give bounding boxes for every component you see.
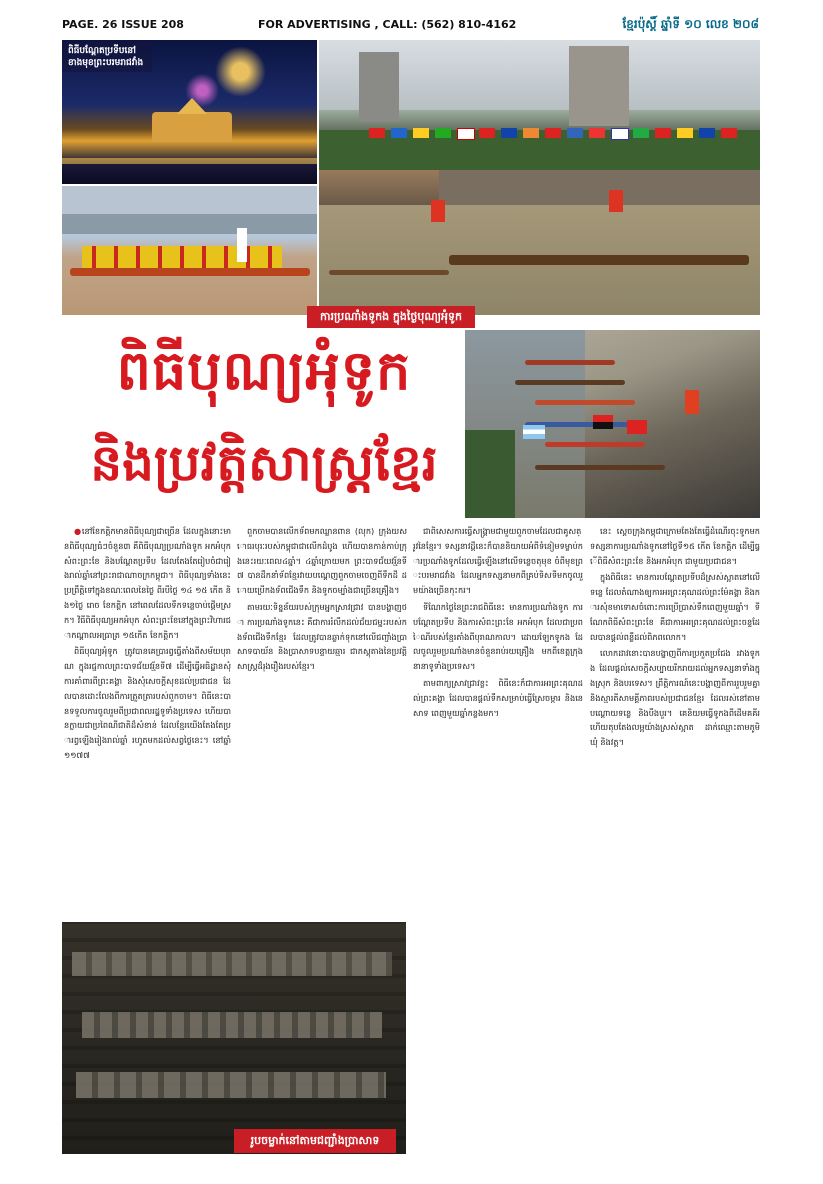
advertising-line: FOR ADVERTISING , CALL: (562) 810-4162 <box>258 18 517 31</box>
article-paragraph: ពិធីបុណ្យអុំទូក ត្រូវបានគេប្រារព្ធធ្វើតាំងពីសម័យបុរាណ ក្នុងរជ្ជកាលព្រះបាទជ័យវរ្ម័នទី៧ ដើម្បីធ្វើអធិដ្ឋានសុំការគាំពារពីព្រះគង្គា និងសុំសេចក្តីសុខដល់ប្រជាជន ដែលបានដោះលែងពីការត្រួតត្រារបស់ពួកចាម។ ពិធីនេះបានទទួលការចូលរួមពីប្រជាពលរដ្ឋទូទាំងប្រទេស ហើយបានក្លាយជាប្រពៃណីជាតិដ៏សំខាន់ ដែលខ្មែរយើងតែងតែប្រារព្ធឡើងរៀងរាល់ឆ្នាំ រហូតមកដល់សព្វថ្ងៃនេះ។ នៅឆ្នាំ ១១៧៧ <box>64 646 231 760</box>
article-paragraph: ពួកចាមបានលើកទ័ពមកឈ្លានពាន (លុក) ក្រុងយសោធរបុរៈរបស់កម្ពុជាជាលើកដំបូង ហើយបានកាន់កាប់ក្រុងនេះរយៈពេល៤ឆ្នាំ។ ៤ឆ្នាំក្រោយមក ព្រះបាទជ័យវរ្ម័នទី៧ បានដឹកនាំទ័ពខ្មែរវាយបណ្តេញពួកចាមចេញពីទឹកដី ដោយប្រើកងទ័ពជើងទឹក និងទូកចម្បាំងជាច្រើនគ្រឿង។ <box>237 526 407 596</box>
article-paragraph: ទីណែកថ្ងៃនៃព្រះរាជពិធីនេះ មានការប្រណាំងទូក ការបណ្តែតប្រទីប និងការសំពះព្រះខែ អកអំបុក ដែលជាប្រពៃណីរបស់ខ្មែរតាំងពីបុរាណកាល។ ដោយឡែកទូកង ដែលចូលរួមប្រណាំងមានចំនួនរាប់រយគ្រឿង មកពីខេត្តក្រុងនានាទូទាំងប្រទេស។ <box>413 601 583 672</box>
page-header <box>62 16 759 34</box>
article-column-2 <box>237 524 407 919</box>
boat-race-photo-top-right <box>319 40 760 315</box>
relief-caption: រូបចម្លាក់នៅតាមជញ្ជាំងប្រាសាទ <box>234 1129 396 1153</box>
article-paragraph: នេះ ស្តេចក្រុងកម្ពុជាក្រោមតែងតែធ្វើដំណើរចុះទូកមកទស្សនាការប្រណាំងទូកនៅថ្ងៃទី១៥ កើត ខែកត្តិក ដើម្បីធ្វើពិធីសំពះព្រះខែ និងអកអំបុក ជាមួយប្រជាជន។ <box>590 526 760 566</box>
article-title-line2: និងប្រវត្តិសាស្ត្រខ្មែរ <box>90 434 438 492</box>
article-column-1 <box>64 524 231 919</box>
stone-relief-photo <box>62 922 406 1154</box>
article-paragraph: លោកដាវនោះបានបង្ហាញពីការប្រកួតប្រជែង រវាងទូកង ដែលផ្តល់សេចក្តីសប្បាយរីករាយដល់អ្នកទស្សនាទាំងក្នុងស្រុក និងបរទេស។ ព្រឹត្តិការណ៍នេះបង្ហាញពីការរួបរួមគ្នា និងស្មារតីសាមគ្គីភាពរបស់ប្រជាជនខ្មែរ ដែលរស់នៅតាមបណ្តោយទន្លេ និងបឹងបួរ។ គេនិយមធ្វើទូកងពីដើមគគីរ ហើយតុបតែងលម្អយ៉ាងស្រស់ស្អាត ដាក់ឈ្មោះតាមភូមិ ឃុំ និងវត្ត។ <box>590 648 760 748</box>
boat-race-caption: ការប្រណាំងទូកង ក្នុងថ្ងៃបុណ្យអុំទូក <box>307 306 475 328</box>
masthead-date: ខ្មែរប៉ុស្តិ៍ ឆ្នាំទី ១០ លេខ ២០៨ <box>622 17 759 31</box>
article-paragraph: តាមពាក្យស្រាវជ្រាវខ្លះ ពិធីនេះក៏ជាការអរព្រះគុណដល់ព្រះគង្គា ដែលបានផ្តល់ទឹកសម្រាប់ធ្វើស្រែចម្ការ និងនេសាទ ពេញមួយឆ្នាំកន្លងមក។ <box>413 677 583 718</box>
fireworks-photo-label: ពិធីបណ្តែតប្រទីបនៅខាងមុខព្រះបរមរាជវាំង <box>62 42 152 72</box>
page-issue: PAGE. 26 ISSUE 208 <box>62 18 184 31</box>
article-column-4 <box>590 524 760 1144</box>
boat-racers-photo <box>62 186 317 315</box>
boat-race-photo-mid-right <box>465 330 760 518</box>
article-paragraph: ជាពិសេសការធ្វើសង្គ្រាមជាមួយពួកចាមដែលជាគូសត្រូវនៃខ្មែរ។ ទស្សនាវដ្ដីនេះក៏បាននិយាយអំពីទំនៀមទម្លាប់ការប្រណាំងទូកដែលធ្វើឡើងនៅលើទន្លេចតុមុខ ចំពីមុខព្រះបរមរាជវាំង ដែលអ្នកទស្សនាមកពីគ្រប់ទិសទីមកចូលរួមយ៉ាងច្រើនកុះករ។ <box>413 526 583 596</box>
article-column-3 <box>413 524 583 1124</box>
article-paragraph: ក្នុងពិធីនេះ មានការបណ្តែតប្រទីបដ៏ស្រស់ស្អាតនៅលើទន្លេ ដែលតំណាងឲ្យការអរព្រះគុណដល់ព្រះម៉ែគង្គា និងការសុំខមាទោសចំពោះការប្រើប្រាស់ទឹកពេញមួយឆ្នាំ។ ទីណែកពិធីសំពះព្រះខែ គឺជាការអរព្រះគុណដល់ព្រះចន្ទដែលបានផ្តល់ពន្លឺដល់ពិភពលោក។ <box>590 572 760 642</box>
fireworks-photo <box>62 40 317 184</box>
bullet-icon: ● <box>74 526 82 536</box>
article-paragraph: ●នៅខែកត្តិកមានពិធីបុណ្យជាច្រើន ដែលក្នុងនោះមានពិធីបុណ្យធំៗចំនួន៣ គឺពិធីបុណ្យប្រណាំងទូក អកអំបុក សំពះព្រះខែ និងបណ្តែតប្រទីប ដែលតែងតែរៀបចំជារៀងរាល់ឆ្នាំនៅព្រះរាជាណាចក្រកម្ពុជា។ ពិធីបុណ្យទាំងនេះប្រព្រឹត្តិទៅក្នុងខណៈពេលនៃថ្ងៃ ពីរបីថ្ងៃ ១៤ ១៥ កើត និង១ថ្ងៃ រោច ខែកត្តិក នៅពេលដែលទឹកទន្លេចាប់ផ្តើមស្រក។ វិធីពិធីបុណ្យអកអំបុក សំពះព្រះខែនៅក្នុងព្រះវិហារជាកណ្តាលអធ្រាត្រ ១៥កើត ខែកត្តិក។ <box>64 526 231 640</box>
article-title-line1: ពិធីបុណ្យអុំទូក <box>116 339 412 402</box>
article-paragraph: តាមរយៈទិន្នន័យរបស់ក្រុមអ្នកស្រាវជ្រាវ បានបង្ហាញថា ការប្រណាំងទូកនេះ គឺជាការរំលឹកដល់ជ័យជម្នះរបស់កងទ័ពជើងទឹកខ្មែរ ដែលត្រូវបានឆ្លាក់ទុកនៅលើជញ្ជាំងប្រាសាទបាយ័ន និងប្រាសាទបន្ទាយឆ្មារ ជាភស្តុតាងនៃប្រវត្តិសាស្ត្រដ៏រុងរឿងរបស់ខ្មែរ។ <box>237 601 407 672</box>
